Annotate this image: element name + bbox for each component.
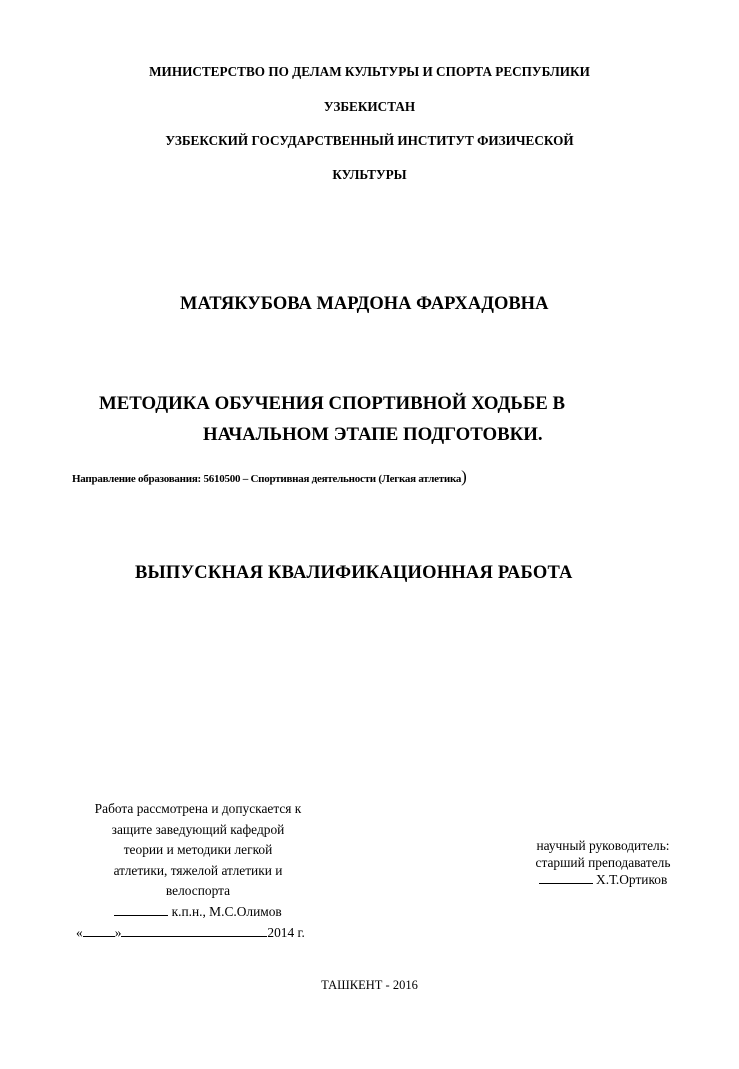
approval-signature-line bbox=[60, 902, 336, 923]
supervisor-line-2: старший преподаватель bbox=[535, 855, 671, 871]
date-open-quote: « bbox=[76, 924, 83, 940]
city-year: ТАШКЕНТ - 2016 bbox=[321, 978, 418, 992]
institute-line-1: УЗБЕКСКИЙ ГОСУДАРСТВЕННЫЙ ИНСТИТУТ ФИЗИЧЕСКОЙ bbox=[165, 133, 574, 148]
approval-line-1: Работа рассмотрена и допускается к bbox=[94, 801, 302, 816]
date-year: 2014 г. bbox=[267, 924, 305, 940]
day-blank bbox=[83, 925, 115, 937]
thesis-title-line-2: НАЧАЛЬНОМ ЭТАПЕ ПОДГОТОВКИ. bbox=[203, 424, 543, 445]
ministry-line-2: УЗБЕКИСТАН bbox=[323, 99, 416, 114]
approval-date-line bbox=[60, 923, 336, 944]
supervisor-signature-blank bbox=[539, 872, 593, 884]
approval-line-4: атлетики, тяжелой атлетики и bbox=[113, 862, 283, 878]
supervisor-name: Х.Т.Ортиков bbox=[596, 872, 668, 888]
education-direction-text: Направление образования: 5610500 – Спортивная деятельности (Легкая атлетика bbox=[72, 473, 462, 485]
approval-block bbox=[60, 799, 336, 943]
ministry-line-1: МИНИСТЕРСТВО ПО ДЕЛАМ КУЛЬТУРЫ И СПОРТА РЕСПУБЛИКИ bbox=[149, 64, 590, 79]
approval-line-2: защите заведующий кафедрой bbox=[111, 821, 285, 837]
supervisor-signature-line bbox=[503, 871, 703, 888]
approval-signatory: к.п.н., М.С.Олимов bbox=[171, 903, 282, 919]
education-direction-paren: ) bbox=[461, 467, 467, 486]
author-name: МАТЯКУБОВА МАРДОНА ФАРХАДОВНА bbox=[180, 294, 549, 314]
month-blank bbox=[121, 925, 267, 937]
approval-line-5: велоспорта bbox=[165, 883, 231, 899]
thesis-title-line-1: МЕТОДИКА ОБУЧЕНИЯ СПОРТИВНОЙ ХОДЬБЕ В bbox=[99, 393, 565, 414]
institute-line-2: КУЛЬТУРЫ bbox=[332, 167, 407, 182]
supervisor-block bbox=[503, 837, 703, 889]
work-type-heading: ВЫПУСКНАЯ КВАЛИФИКАЦИОННАЯ РАБОТА bbox=[135, 563, 573, 583]
signature-blank bbox=[114, 904, 168, 916]
supervisor-line-1: научный руководитель: bbox=[536, 838, 670, 853]
date-close-quote: » bbox=[114, 924, 122, 940]
approval-line-3: теории и методики легкой bbox=[123, 842, 273, 858]
education-direction bbox=[72, 467, 467, 487]
